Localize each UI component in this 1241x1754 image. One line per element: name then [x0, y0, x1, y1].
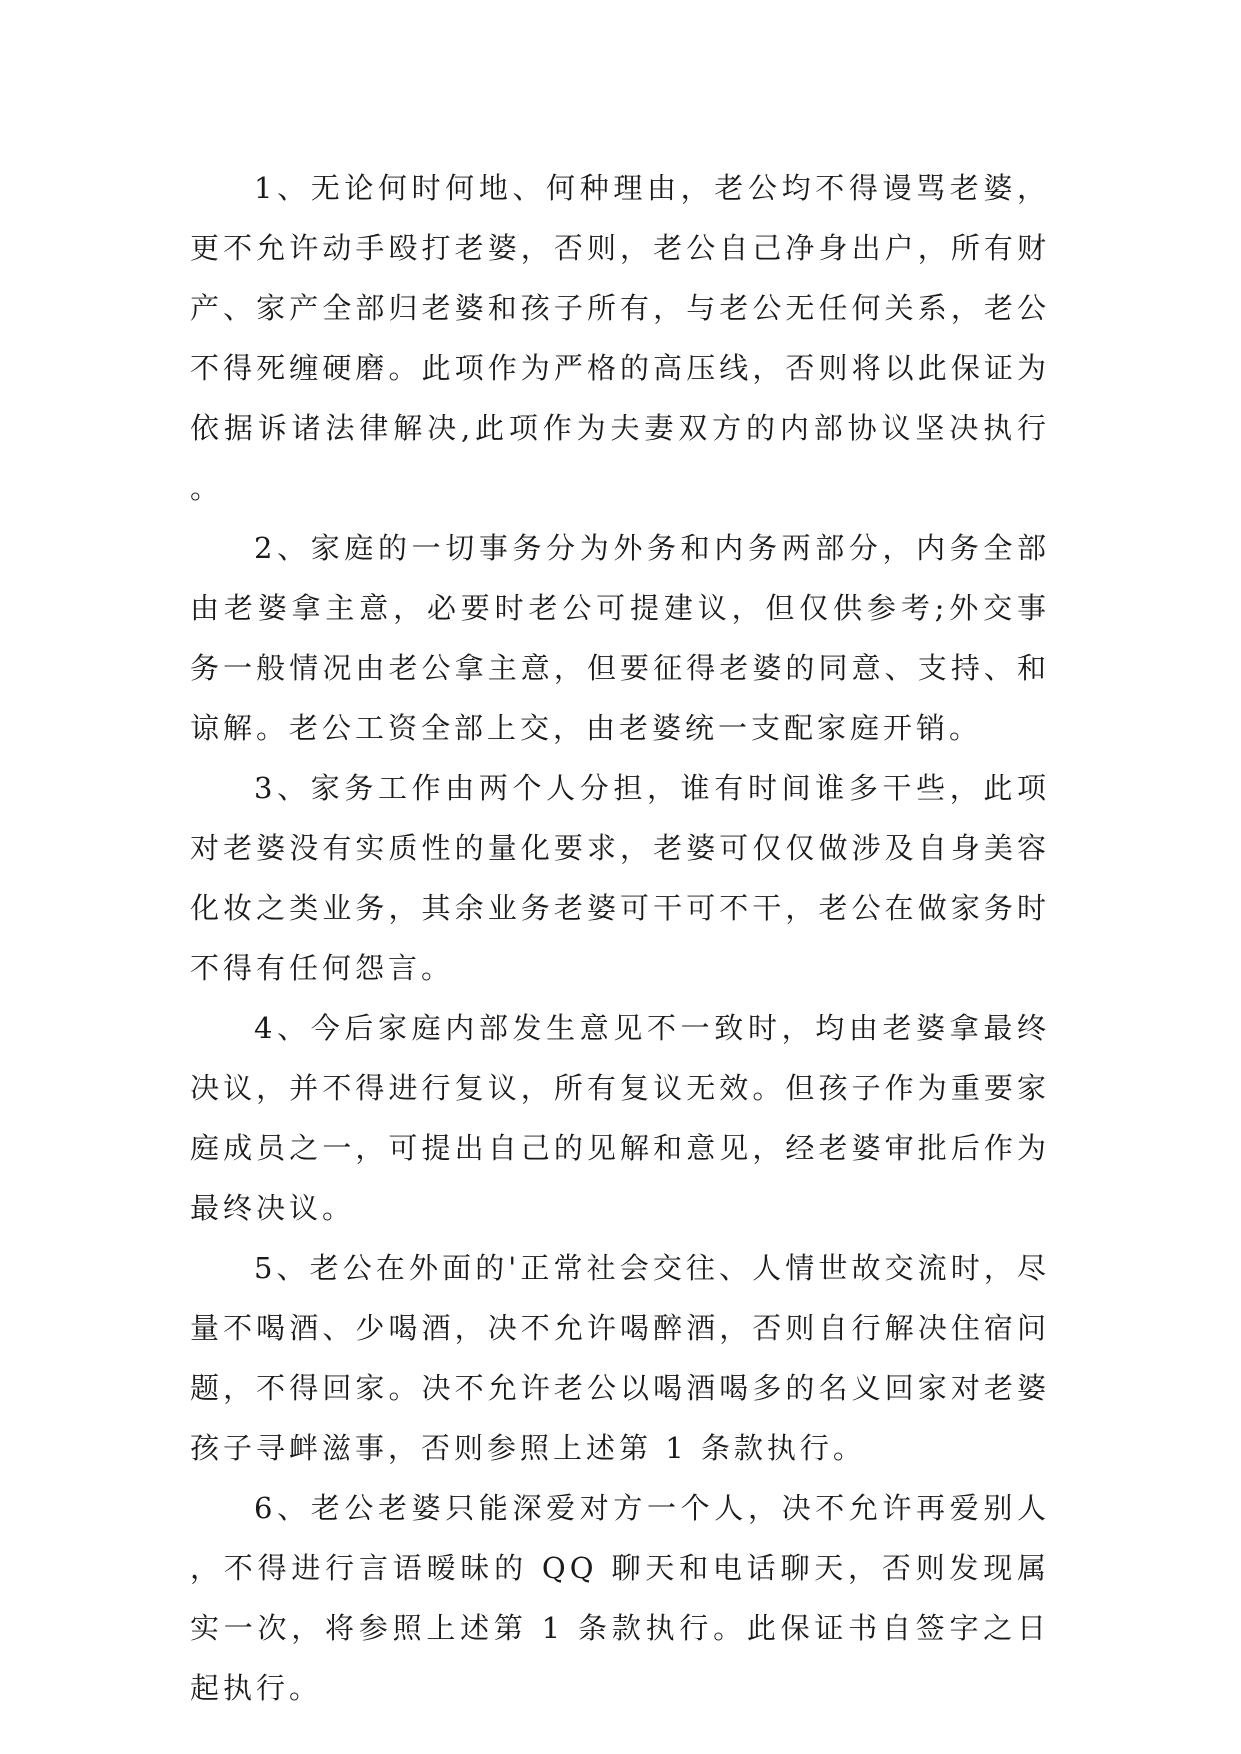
clause-5-paragraph: 5、老公在外面的'正常社会交往、人情世故交流时，尽量不喝酒、少喝酒，决不允许喝醉酒，否则自行解决住宿问题，不得回家。决不允许老公以喝酒喝多的名义回家对老婆孩子寻衅滋事，否则参照上述第 1 条款执行。 — [190, 1251, 1050, 1465]
clause-3-paragraph: 3、家务工作由两个人分担，谁有时间谁多干些，此项对老婆没有实质性的量化要求，老婆可仅仅做涉及自身美容化妆之类业务，其余业务老婆可干可不干，老公在做家务时不得有任何怨言。 — [190, 771, 1050, 985]
clause-2-paragraph: 2、家庭的一切事务分为外务和内务两部分，内务全部由老婆拿主意，必要时老公可提建议，但仅供参考;外交事务一般情况由老公拿主意，但要征得老婆的同意、支持、和谅解。老公工资全部上交，由老婆统一支配家庭开销。 — [190, 531, 1050, 745]
clause-4-paragraph: 4、今后家庭内部发生意见不一致时，均由老婆拿最终决议，并不得进行复议，所有复议无效。但孩子作为重要家庭成员之一，可提出自己的见解和意见，经老婆审批后作为最终决议。 — [190, 1011, 1050, 1225]
clause-6-paragraph: 6、老公老婆只能深爱对方一个人，决不允许再爱别人，不得进行言语暧昧的 QQ 聊天和电话聊天，否则发现属实一次，将参照上述第 1 条款执行。此保证书自签字之日起执行。 — [190, 1491, 1050, 1705]
clause-1-paragraph: 1、无论何时何地、何种理由，老公均不得谩骂老婆，更不允许动手殴打老婆，否则，老公自己净身出户，所有财产、家产全部归老婆和孩子所有，与老公无任何关系，老公不得死缠硬磨。此项作为严格的高压线，否则将以此保证为依据诉诸法律解决,此项作为夫妻双方的内部协议坚决执行。 — [190, 171, 1050, 505]
document-body — [190, 158, 1050, 1718]
